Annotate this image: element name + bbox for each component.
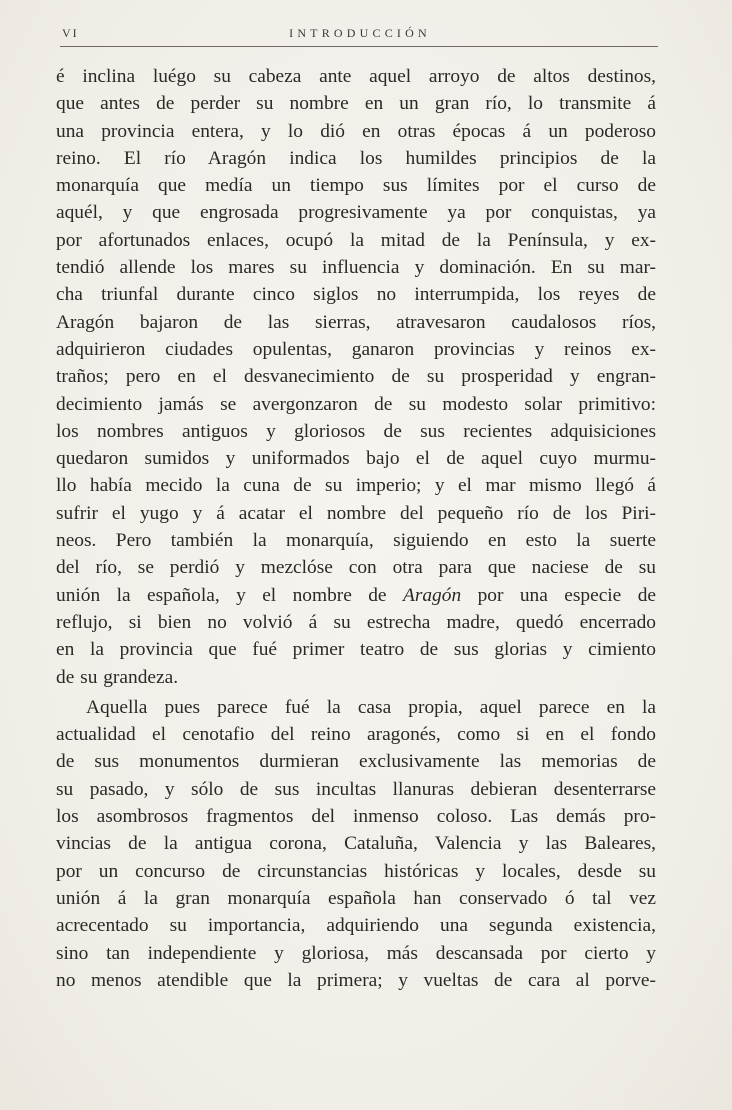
paragraph-1 bbox=[56, 63, 656, 691]
text-line: decimiento jamás se avergonzaron de su modesto solar primitivo: bbox=[56, 393, 656, 415]
text-line: llo había mecido la cuna de su imperio; y el mar mismo llegó á bbox=[56, 475, 656, 497]
paragraph-2 bbox=[56, 694, 656, 994]
text-line: traños; pero en el desvanecimiento de su prosperidad y engran- bbox=[56, 366, 656, 388]
text-line: Aragón bajaron de las sierras, atravesaron caudalosos ríos, bbox=[56, 311, 656, 333]
text-line: actualidad el cenotafio del reino aragonés, como si en el fondo bbox=[56, 724, 656, 746]
page-number: VI bbox=[62, 26, 79, 40]
text-line: por afortunados enlaces, ocupó la mitad de la Península, y ex- bbox=[56, 229, 656, 251]
text-line: tendió allende los mares su influencia y dominación. En su mar- bbox=[56, 257, 656, 279]
text-line: en la provincia que fué primer teatro de sus glorias y cimiento bbox=[56, 639, 656, 661]
running-title: INTRODUCCIÓN bbox=[289, 26, 431, 40]
text-line: una provincia entera, y lo dió en otras épocas á un poderoso bbox=[56, 120, 656, 142]
text-line: reflujo, si bien no volvió á su estrecha madre, quedó encerrado bbox=[56, 611, 656, 633]
text-line: sufrir el yugo y á acatar el nombre del pequeño río de los Piri- bbox=[56, 502, 656, 524]
text-line: é inclina luégo su cabeza ante aquel arroyo de altos destinos, bbox=[56, 66, 656, 87]
text-fragment: unión la española, y el nombre de bbox=[56, 584, 403, 606]
text-line: unión á la gran monarquía española han conservado ó tal vez bbox=[56, 887, 656, 909]
text-line: su pasado, y sólo de sus incultas llanuras debieran desenterrarse bbox=[56, 778, 656, 800]
text-line: Aquella pues parece fué la casa propia, aquel parece en la bbox=[86, 696, 656, 718]
text-line: que antes de perder su nombre en un gran río, lo transmite á bbox=[56, 93, 656, 115]
text-line: de su grandeza. bbox=[56, 666, 179, 688]
header-rule bbox=[60, 46, 658, 47]
text-line: cha triunfal durante cinco siglos no interrumpida, los reyes de bbox=[56, 284, 656, 306]
text-line: por un concurso de circunstancias históricas y locales, desde su bbox=[56, 860, 656, 882]
text-line: los asombrosos fragmentos del inmenso coloso. Las demás pro- bbox=[56, 806, 656, 828]
text-line: neos. Pero también la monarquía, siguiendo en esto la suerte bbox=[56, 530, 656, 552]
page-header bbox=[62, 26, 658, 46]
text-line: de sus monumentos durmieran exclusivamente las memorias de bbox=[56, 751, 656, 773]
text-line: quedaron sumidos y uniformados bajo el de aquel cuyo murmu- bbox=[56, 448, 656, 470]
text-line: sino tan independiente y gloriosa, más descansada por cierto y bbox=[56, 942, 656, 964]
text-line: no menos atendible que la primera; y vueltas de cara al porve- bbox=[56, 969, 656, 991]
text-fragment: por una especie de bbox=[461, 584, 657, 606]
text-line: adquirieron ciudades opulentas, ganaron provincias y reinos ex- bbox=[56, 338, 656, 360]
text-line: del río, se perdió y mezclóse con otra para que naciese de su bbox=[56, 557, 656, 579]
text-line: reino. El río Aragón indica los humildes principios de la bbox=[56, 147, 656, 169]
body-text bbox=[56, 63, 656, 994]
text-line: acrecentado su importancia, adquiriendo una segunda existencia, bbox=[56, 915, 656, 937]
text-line: los nombres antiguos y gloriosos de sus recientes adquisiciones bbox=[56, 420, 656, 442]
italic-word: Aragón bbox=[402, 584, 462, 606]
text-line: vincias de la antigua corona, Cataluña, Valencia y las Baleares, bbox=[56, 833, 656, 855]
text-line: aquél, y que engrosada progresivamente ya por conquistas, ya bbox=[56, 202, 656, 224]
text-line: monarquía que medía un tiempo sus límites por el curso de bbox=[56, 175, 656, 197]
text-line-with-italic bbox=[56, 582, 656, 609]
